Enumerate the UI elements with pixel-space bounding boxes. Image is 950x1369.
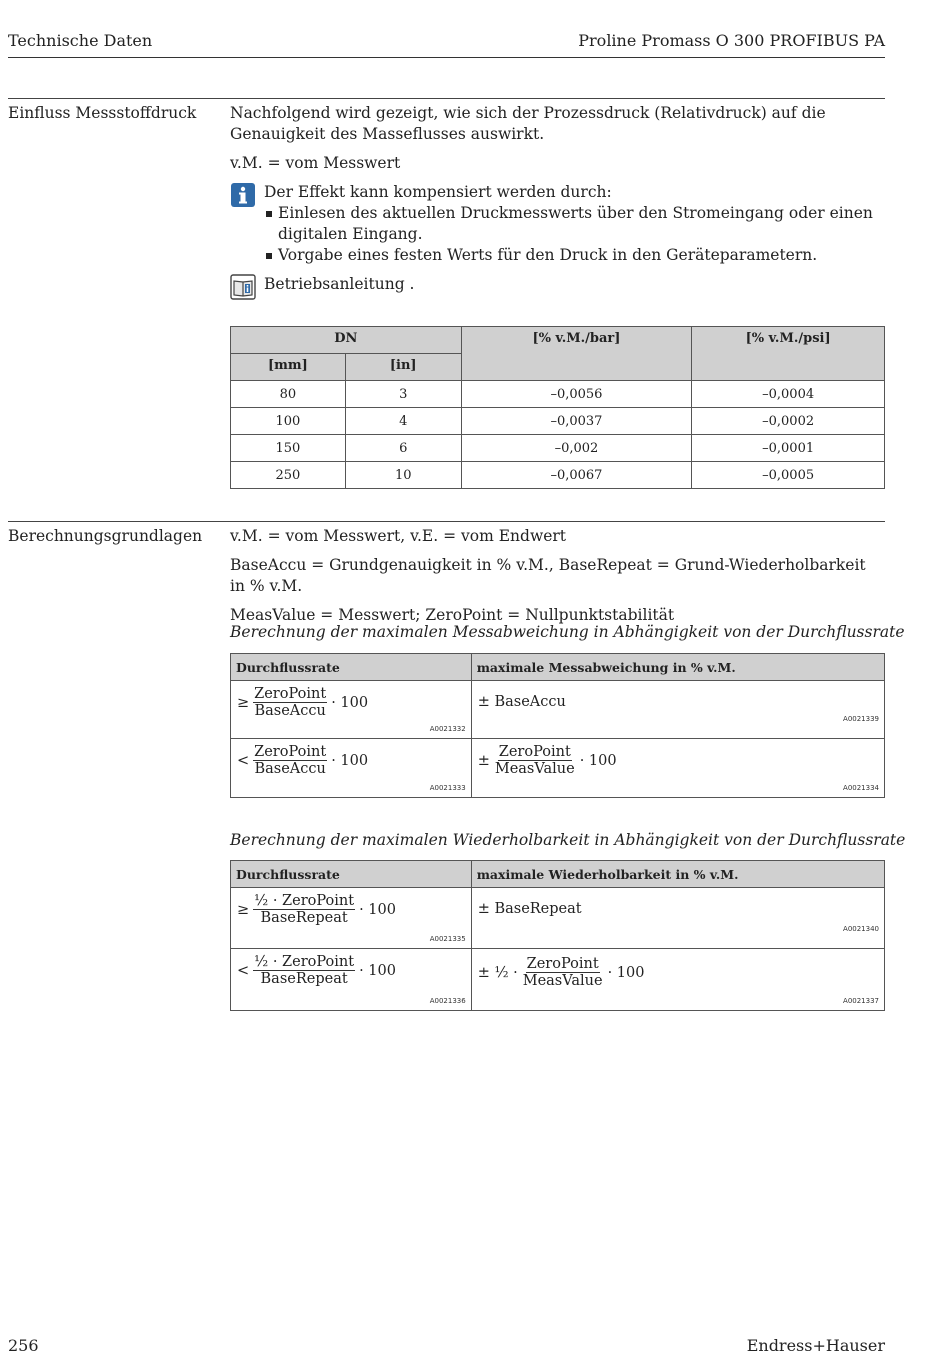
header-rule (8, 57, 885, 58)
condition-cell (231, 739, 472, 798)
operator: ≥ (237, 695, 250, 711)
result-cell (471, 949, 884, 1011)
definition-line: MeasValue = Messwert; ZeroPoint = Nullpunktstabilität (230, 606, 675, 624)
col-header-psi: [% v.M./psi] (692, 327, 885, 381)
numerator: ½ · ZeroPoint (254, 954, 355, 970)
graphic-id: A0021337 (843, 997, 879, 1005)
repeatability-heading: Berechnung der maximalen Wiederholbarkeit in Abhängigkeit von der Durchflussrate (230, 831, 906, 849)
multiplier: · 100 (579, 753, 617, 769)
denominator: BaseRepeat (260, 971, 348, 987)
cell-mm: 250 (231, 462, 346, 489)
cell-in: 6 (345, 435, 461, 462)
col-header-flowrate: Durchflussrate (231, 654, 472, 681)
section-label-berechnung: Berechnungsgrundlagen (8, 527, 203, 545)
col-header-mm: [mm] (231, 354, 346, 381)
col-header-in: [in] (345, 354, 461, 381)
result-cell (471, 681, 884, 739)
multiplier: · 100 (607, 965, 645, 981)
result-cell (471, 739, 884, 798)
cell-bar: –0,0067 (461, 462, 692, 489)
numerator: ½ · ZeroPoint (254, 893, 355, 909)
running-header-section: Technische Daten (8, 31, 153, 50)
pressure-influence-table (230, 326, 885, 489)
cell-psi: –0,0002 (692, 408, 885, 435)
prefix: ± ½ · (477, 965, 518, 981)
cell-bar: –0,002 (461, 435, 692, 462)
numerator: ZeroPoint (498, 744, 571, 760)
condition-cell (231, 949, 472, 1011)
list-item: Einlesen des aktuellen Druckmesswerts über den Stromeingang oder einen digitalen Eingang. (264, 203, 885, 245)
cell-bar: –0,0037 (461, 408, 692, 435)
col-header-max-repeat: maximale Wiederholbarkeit in % v.M. (471, 861, 884, 888)
formula (478, 901, 582, 917)
denominator: MeasValue (494, 761, 575, 777)
manual-ref-text: Betriebsanleitung . (264, 275, 415, 293)
formula (237, 893, 396, 927)
fraction (253, 744, 327, 778)
footer-brand: Endress+Hauser (746, 1336, 885, 1355)
section-rule (8, 521, 885, 522)
denominator: BaseRepeat (260, 910, 348, 926)
prefix: ± (477, 753, 490, 769)
graphic-id: A0021334 (843, 784, 879, 792)
cell-in: 10 (345, 462, 461, 489)
table-row (231, 462, 885, 489)
definition-text: v.M. = vom Messwert (230, 154, 401, 172)
formula (237, 686, 368, 720)
table-row (231, 888, 885, 949)
table-row (231, 949, 885, 1011)
cell-psi: –0,0001 (692, 435, 885, 462)
cell-psi: –0,0005 (692, 462, 885, 489)
fraction (522, 956, 604, 990)
table-row (231, 435, 885, 462)
cell-bar: –0,0056 (461, 381, 692, 408)
col-header-flowrate: Durchflussrate (231, 861, 472, 888)
col-header-bar: [% v.M./bar] (461, 327, 692, 381)
page-number: 256 (8, 1336, 39, 1355)
fraction (253, 893, 355, 927)
table-row (231, 681, 885, 739)
manual-reference (230, 274, 885, 300)
denominator: BaseAccu (254, 703, 326, 719)
graphic-id: A0021332 (429, 725, 466, 733)
multiplier: · 100 (359, 902, 396, 918)
list-item: Vorgabe eines festen Werts für den Druck in den Geräteparametern. (264, 245, 885, 266)
graphic-id: A0021340 (843, 925, 879, 933)
intro-text: Nachfolgend wird gezeigt, wie sich der Prozessdruck (Relativdruck) auf die Genauigkeit des Masseflusses auswirkt. (230, 104, 826, 143)
col-header-dn: DN (231, 327, 462, 354)
graphic-id: A0021335 (429, 935, 466, 943)
formula (237, 954, 396, 988)
cell-psi: –0,0004 (692, 381, 885, 408)
accuracy-table (230, 653, 885, 798)
note-bullets (264, 203, 885, 266)
col-header-max-error: maximale Messabweichung in % v.M. (471, 654, 884, 681)
formula (478, 956, 645, 990)
cell-mm: 80 (231, 381, 346, 408)
multiplier: · 100 (331, 753, 369, 769)
denominator: MeasValue (522, 973, 603, 989)
fraction (253, 686, 327, 720)
fraction (494, 744, 576, 778)
multiplier: · 100 (331, 695, 369, 711)
accuracy-heading: Berechnung der maximalen Messabweichung in Abhängigkeit von der Durchflussrate (230, 623, 905, 641)
multiplier: · 100 (359, 963, 396, 979)
operator: < (237, 963, 250, 979)
running-header-product: Proline Promass O 300 PROFIBUS PA (578, 31, 885, 50)
formula (237, 744, 368, 778)
operator: ≥ (237, 902, 250, 918)
graphic-id: A0021339 (843, 715, 879, 723)
formula (478, 694, 566, 710)
definition-line: v.M. = vom Messwert, v.E. = vom Endwert (230, 527, 567, 545)
section-rule (8, 98, 885, 99)
numerator: ZeroPoint (526, 956, 599, 972)
section-label-einfluss: Einfluss Messstoffdruck (8, 104, 197, 122)
table-row (231, 408, 885, 435)
cell-mm: 100 (231, 408, 346, 435)
table-row (231, 739, 885, 798)
cell-in: 4 (345, 408, 461, 435)
numerator: ZeroPoint (254, 686, 327, 702)
result-text: ± BaseRepeat (477, 901, 582, 917)
numerator: ZeroPoint (254, 744, 327, 760)
table-row (231, 381, 885, 408)
note-title: Der Effekt kann kompensiert werden durch: (264, 183, 612, 201)
note-block (230, 182, 885, 266)
operator: < (237, 753, 250, 769)
section-body-berechnung (230, 526, 885, 626)
section-body-einfluss (230, 103, 885, 300)
condition-cell (231, 681, 472, 739)
graphic-id: A0021336 (429, 997, 466, 1005)
manual-book-icon (230, 274, 256, 300)
cell-in: 3 (345, 381, 461, 408)
cell-mm: 150 (231, 435, 346, 462)
denominator: BaseAccu (254, 761, 326, 777)
condition-cell (231, 888, 472, 949)
formula (478, 744, 617, 778)
graphic-id: A0021333 (429, 784, 466, 792)
info-icon (230, 182, 256, 208)
repeatability-table (230, 860, 885, 1011)
result-cell (471, 888, 884, 949)
result-text: ± BaseAccu (477, 694, 566, 710)
fraction (253, 954, 355, 988)
definition-line: BaseAccu = Grundgenauigkeit in % v.M., BaseRepeat = Grund-Wiederholbarkeit in % v.M. (230, 556, 866, 595)
